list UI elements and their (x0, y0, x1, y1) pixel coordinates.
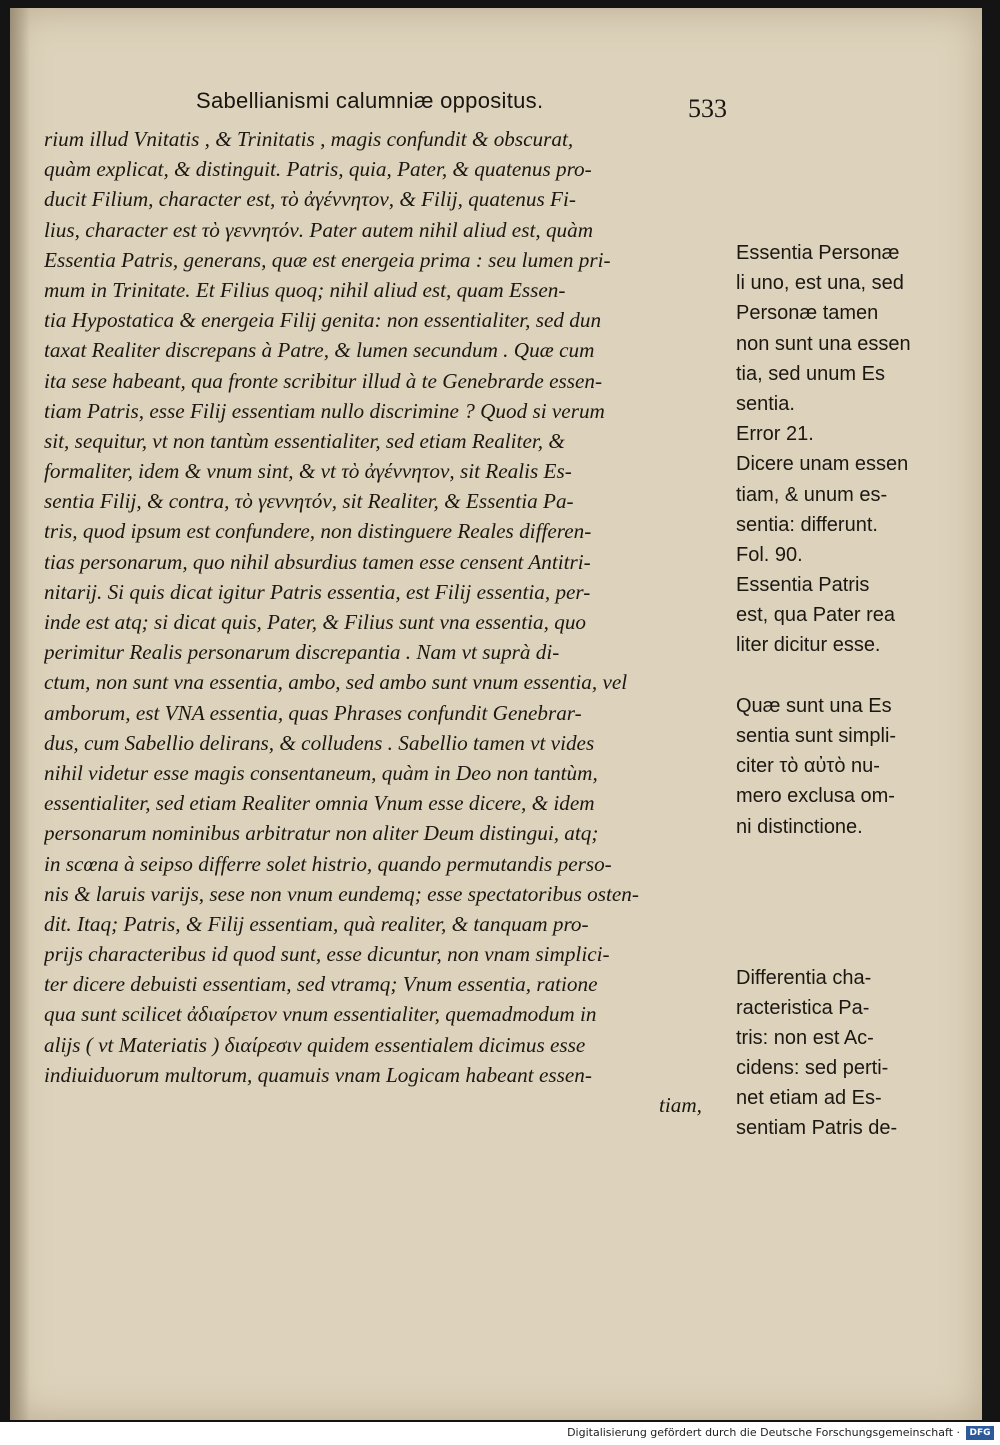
margin-note-line: sentiam Patris de- (736, 1117, 898, 1140)
body-line: nihil videtur esse magis consentaneum, quàm in Deo non tantùm, (44, 760, 598, 785)
running-head: Sabellianismi calumniæ oppositus. (196, 88, 544, 113)
margin-notes-column (736, 238, 972, 1144)
margin-note-line: net etiam ad Es- (736, 1087, 882, 1110)
body-line: ita sese habeant, qua fronte scribitur illud à te Genebrarde essen- (44, 368, 603, 393)
margin-note-line: tris: non est Ac- (736, 1026, 874, 1049)
body-line: personarum nominibus arbitratur non aliter Deum distingui, atq; (44, 821, 599, 846)
footer-bar (0, 1422, 1000, 1445)
body-line: lius, character est τὸ γεννητόν. Pater autem nihil aliud est, quàm (44, 217, 594, 242)
margin-note-line: mero exclusa om- (736, 785, 895, 808)
body-line: Essentia Patris, generans, quæ est energeia prima : seu lumen pri- (44, 247, 611, 272)
margin-note-line: li uno, est una, sed (736, 272, 904, 295)
body-line: nitarij. Si quis dicat igitur Patris essentia, est Filij essentia, per- (44, 579, 591, 604)
body-line: ter dicere debuisti essentiam, sed vtramq; Vnum essentia, ratione (44, 972, 598, 997)
margin-note-line: Differentia cha- (736, 966, 872, 989)
margin-note-line: racteristica Pa- (736, 996, 870, 1019)
dfg-logo: DFG (966, 1426, 994, 1440)
funding-credit: Digitalisierung gefördert durch die Deutsche Forschungsgemeinschaft · (567, 1426, 960, 1439)
page-gutter-shadow (10, 8, 30, 1420)
body-line: tias personarum, quo nihil absurdius tamen esse censent Antitri- (44, 549, 591, 574)
body-line: mum in Trinitate. Et Filius quoq; nihil aliud est, quam Essen- (44, 277, 566, 302)
body-line: essentialiter, sed etiam Realiter omnia Vnum esse dicere, & idem (44, 791, 595, 816)
body-line: dus, cum Sabellio delirans, & colludens . Sabellio tamen vt vides (44, 730, 595, 755)
margin-note-line: Personæ tamen (736, 302, 879, 325)
margin-note-gap (736, 661, 972, 691)
body-line: sit, sequitur, vt non tantùm essentialiter, sed etiam Realiter, & (44, 428, 565, 453)
body-line: tiam Patris, esse Filij essentiam nullo discrimine ? Quod si verum (44, 398, 605, 423)
margin-note-line: Error 21. (736, 423, 814, 446)
body-line: ctum, non sunt vna essentia, ambo, sed ambo sunt vnum essentia, vel (44, 670, 628, 695)
margin-note-line: tiam, & unum es- (736, 483, 888, 506)
margin-note-line: Fol. 90. (736, 543, 803, 566)
margin-note-line: Dicere unam essen (736, 453, 909, 476)
page-number: 533 (688, 94, 727, 123)
margin-note-gap (736, 902, 972, 932)
margin-note-line: tia, sed unum Es (736, 362, 885, 385)
body-line: taxat Realiter discrepans à Patre, & lumen secundum . Quæ cum (44, 338, 595, 363)
body-line: tia Hypostatica & energeia Filij genita: non essentialiter, sed dun (44, 308, 602, 333)
body-line: tiam, (659, 1093, 702, 1117)
margin-note-line: liter dicitur esse. (736, 634, 881, 657)
body-line: dit. Itaq; Patris, & Filij essentiam, quà realiter, & tanquam pro- (44, 911, 589, 936)
body-line: tris, quod ipsum est confundere, non distinguere Reales differen- (44, 519, 592, 544)
body-line: sentia Filij, & contra, τὸ γεννητόν, sit Realiter, & Essentia Pa- (44, 489, 574, 514)
body-line: prijs characteribus id quod sunt, esse dicuntur, non vnam simplici- (44, 942, 610, 967)
body-text-column (44, 124, 734, 1120)
body-line: inde est atq; si dicat quis, Pater, & Filius sunt vna essentia, quo (44, 610, 587, 634)
body-line: indiuiduorum multorum, quamuis vnam Logicam habeant essen- (44, 1062, 592, 1087)
margin-note-line: Essentia Personæ (736, 242, 900, 264)
body-line: amborum, est VNA essentia, quas Phrases confundit Genebrar- (44, 700, 582, 725)
body-line: ducit Filium, character est, τὸ ἀγέννητον, & Filij, quatenus Fi- (44, 187, 576, 212)
margin-note-line: cidens: sed perti- (736, 1057, 889, 1080)
margin-note-line: Quæ sunt una Es (736, 694, 892, 717)
body-line: formaliter, idem & vnum sint, & vt τὸ ἀγέννητον, sit Realis Es- (44, 459, 572, 484)
margin-note-gap (736, 932, 972, 962)
margin-note-line: sentia sunt simpli- (736, 725, 897, 747)
margin-note-line: sentia: differunt. (736, 513, 878, 536)
body-line: qua sunt scilicet ἀδιαίρετον vnum essentialiter, quemadmodum in (44, 1002, 597, 1027)
body-line: in scœna à seipso differre solet histrio, quando permutandis perso- (44, 851, 612, 876)
margin-note-line: citer τὸ αὐτὸ nu- (736, 755, 880, 778)
body-line: perimitur Realis personarum discrepantia . Nam vt suprà di- (44, 640, 560, 665)
margin-note-gap (736, 842, 972, 872)
body-line: nis & laruis varijs, sese non vnum eundemq; esse spectatoribus osten- (44, 881, 639, 906)
body-line: quàm explicat, & distinguit. Patris, quia, Pater, & quatenus pro- (44, 157, 592, 182)
margin-note-line: Essentia Patris (736, 574, 870, 597)
margin-note-line: ni distinctione. (736, 815, 863, 838)
margin-note-line: est, qua Pater rea (736, 604, 895, 627)
body-line: alijs ( vt Materiatis ) διαίρεσιν quidem essentialem dicimus esse (44, 1032, 586, 1057)
margin-note-line: sentia. (736, 392, 795, 415)
margin-note-gap (736, 872, 972, 902)
body-line: rium illud Vnitatis , & Trinitatis , magis confundit & obscurat, (44, 127, 574, 151)
margin-note-line: non sunt una essen (736, 332, 911, 355)
